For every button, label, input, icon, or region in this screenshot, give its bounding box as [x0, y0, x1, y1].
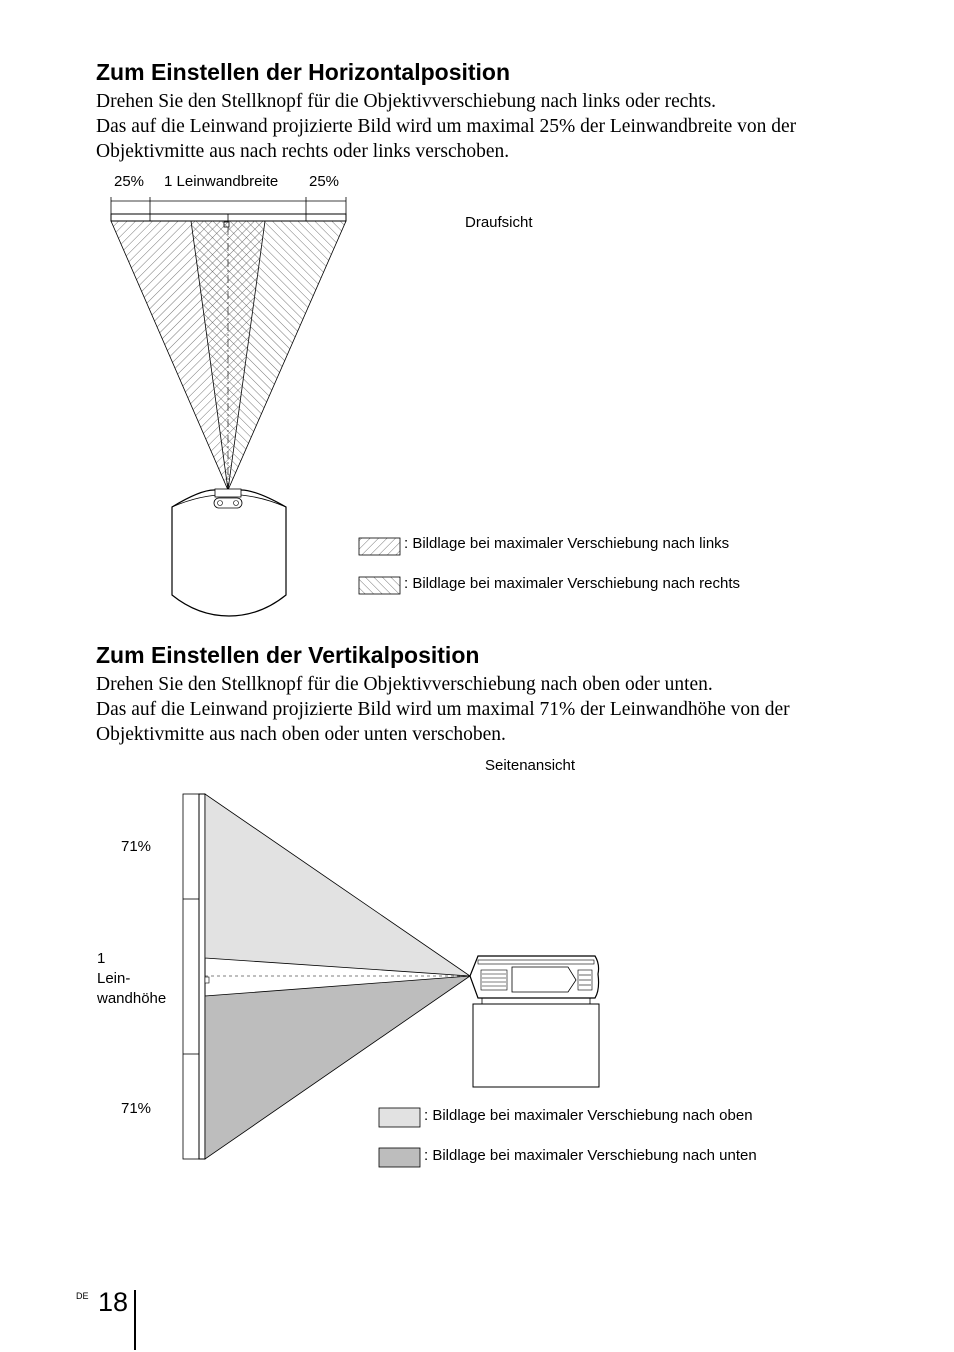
- legend-swatch-up: [379, 1108, 420, 1127]
- heading-vertical: Zum Einstellen der Vertikalposition: [96, 642, 480, 668]
- legend-right-text: : Bildlage bei maximaler Verschiebung nach rechts: [404, 575, 741, 592]
- paragraph-line: Das auf die Leinwand projizierte Bild wird um maximal 25% der Leinwandbreite von der: [96, 116, 797, 137]
- label-screen-height: 1 Lein- wandhöhe: [97, 950, 167, 1007]
- label-top-71pct: 71%: [121, 838, 152, 855]
- label-right-25pct: 25%: [309, 173, 340, 190]
- label-screen-width: 1 Leinwandbreite: [164, 173, 279, 190]
- label-top-view: Draufsicht: [465, 214, 533, 231]
- down-shift-cone: [205, 976, 470, 1159]
- label-left-25pct: 25%: [114, 173, 145, 190]
- footer-rule: [134, 1290, 136, 1350]
- legend-left-text: : Bildlage bei maximaler Verschiebung nach links: [404, 535, 730, 552]
- label-side-view: Seitenansicht: [485, 757, 576, 774]
- page-number: 18: [98, 1287, 129, 1317]
- screen-side: [199, 794, 205, 1159]
- dimension-bar: [183, 794, 199, 1159]
- language-code: DE: [76, 1291, 89, 1301]
- paragraph-line: Das auf die Leinwand projizierte Bild wird um maximal 71% der Leinwandhöhe von der: [96, 699, 790, 720]
- legend-down-text: : Bildlage bei maximaler Verschiebung nach unten: [424, 1147, 757, 1164]
- legend-swatch-down: [379, 1148, 420, 1167]
- paragraph-line: Drehen Sie den Stellknopf für die Objektivverschiebung nach links oder rechts.: [96, 91, 717, 112]
- heading-horizontal: Zum Einstellen der Horizontalposition: [96, 59, 511, 85]
- label-bottom-71pct: 71%: [121, 1100, 152, 1117]
- projector-table: [473, 1004, 599, 1087]
- paragraph-line: Drehen Sie den Stellknopf für die Objektivverschiebung nach oben oder unten.: [96, 674, 713, 695]
- paragraph-line: Objektivmitte aus nach oben oder unten verschoben.: [96, 724, 506, 745]
- projector-side-view: [470, 956, 599, 1004]
- paragraph-line: Objektivmitte aus nach rechts oder links verschoben.: [96, 141, 510, 162]
- legend-up-text: : Bildlage bei maximaler Verschiebung nach oben: [424, 1107, 753, 1124]
- up-shift-cone: [205, 794, 470, 976]
